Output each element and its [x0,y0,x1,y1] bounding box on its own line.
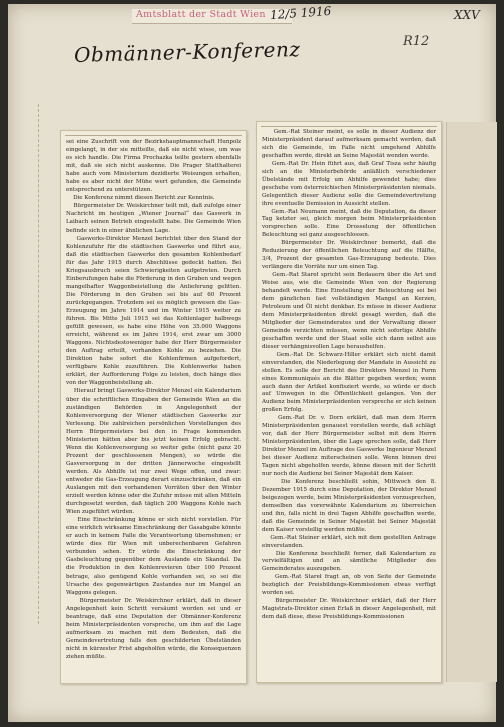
publication-title: Amtsblatt der Stadt Wien [136,9,266,20]
handwritten-title: Obmänner-Konferenz [73,37,301,67]
article-column-right: Gem.-Rat Steiner meint, es solle in dieser Audienz der Ministerpräsident darauf aufmerksam gemacht werden, daß sich die Gemeinde, im Falle nicht umgehend Abhilfe geschaffen werde, direkt an Seine Majestät wenden werde. Gem.-Rat Dr. Hein führt aus, daß Graf Tisza sehr häufig sich an die Ministerbehörde anläßlich verschiedener Übelstände mit Erfolg um Abhilfe gewendet habe; dies geschehe vom österreichischen Ministerpräsidenten niemals. Gelegentlich dieser Audienz solle die Gemeindevertretung ihre eventuelle Demission in Aussicht stellen. Gem.-Rat Neumann meint, daß die Deputation, da dieser Tag ketzter sei, gleich morgen beim Ministerpräsidenten vorsprechen solle. Eine Drosselung der öffentlichen Beleuchtung sei ganz ausgeschlossen. Bürgermeister Dr. Weiskirchner bemerkt, daß die Reduzierung der öffentlichen Beleuchtung auf die Hälfte, 3/4, Prozent der gesamten Gas-Erzeugung bedeute. Dies verlängere die Vorräte nur um einen Tag. Gem.-Rat Stareł spricht sein Bedauern über die Art und Weise aus, wie die Gemeinde Wien von der Regierung behandelt werde. Eine Einstellung der Beleuchtung sei bei dem gänzlichen fast vollständigen Mangel an Kerzen, Petroleum und Öl nicht denkbar. Es müsse in dieser Audienz dem Ministerpräsidenten direkt gesagt werden, daß die Mitglieder der Gemeinderates und der Verwaltung dieser Gemeinde verzichten müssen, wenn nicht sofortige Abhilfe geschaffen werde und der Staat solle sich dann selbst aus dieser verhängnisvollen Lage heraushelfen. Gem.-Rat Dr. Schwarz-Hiller erklärt sich nicht damit einverstanden, die Niederlegung der Mandate in Aussicht zu stellen. Es solle der Bericht des Direktors Menzel in Form eines Kommuniqués an die Blätter gegeben werden; wenn auch dann der Artikel konfisziert werde, so würde er doch auf Umwegen in die Öffentlichkeit gelangen. Von der Audienz beim Ministerpräsidenten verspreche er sich keinen großen Erfolg. Gem.-Rat Dr. v. Dorn erklärt, daß man dem Herrn Ministerpräsidenten genauest vorstellen werde, daß schlägt vor, daß der Herr Bürgermeister selbst mit dem Herrn Ministerpräsidenten, über die Lage sprechen solle, daß Herr Direktor Menzel im Auftrage des Gaswerke Ingenieur Menzel bei dieser Audienz miterscheinen solle. Wenn binnen drei Tagen nicht abgeholfen werde, könne diesen mit der Schritt nur noch die Audienz bei Seiner Majestät dem Kaiser. Die Konferenz beschließt sohin, Mittwoch den 8. Dezember 1915 durch eine Deputation, der Direktor Menzel beigezogen werde, beim Ministerpräsidenten vorzusprechen, demselben das vorerwähnte Kalendarium zu überreichen und ihn, falls nicht in drei Tagen Abhilfe geschaffen werde, daß die Gemeinde in Seiner Majestät bei Seiner Majestät dem Kaiser vorstellig werden müßte. Gem.-Rat Steiner erklärt, sich mit dem gestellten Antrage einverstanden. Die Konferenz beschließt ferner, daß Kalendarium zu vervielfältigen und an sämtliche Mitglieder des Gemeinderates auszugeben. Gem.-Rat Stareł fragt an, ob von Seite der Gemeinde bezüglich der Preisbildungs-Kommissionen etwas verfügt worden sei. Bürgermeister Dr. Weiskirchner erklärt, daß der Herr Magistrats-Direktor einen Erlaß in dieser Angelegenheit, mit dem daß diese, diese Preisbildungs-Kommissionen [262,129,437,621]
newspaper-clipping-right [256,121,442,683]
handwritten-date: 12/5 1916 [269,3,332,23]
article-column-left: sei eine Zuschrift von der Bezirkshauptmannschaft Hunpolz eingelangt, in der sie mitteilte, daß sie nicht wisse, um was es sich handle. Die Firma Prochazka teilte gestern ebenfalls mit, daß sie sich nicht auskenne. Die Prager Statthalterei habe auch vom Ministerium dezidierte Weisungen erhalten, habe es aber nicht der Mühe wert gefunden, die Gemeinde entsprechend zu unterstützen. Die Konferenz nimmt diesen Bericht zur Kenntnis. Bürgermeister Dr. Weiskirchner teilt mit, daß zufolge einer Nachricht im heutigen „Wiener Journal“ das Gaswerk in Laibach seinen Betrieb eingestellt habe. Die Gemeinde Wien befinde sich in einer ähnlichen Lage. Gaswerks-Direktor Menzel berichtet über den Stand der Kohlenzufuhr für die städtischen Gaswerke und führt aus, daß die städtischen Gaswerke den gesamten Kohlenbedarf für das Jahr 1915 durch Abschlüsse gedeckt hatten. Bei Kriegsausbruch seien Schwierigkeiten aufgetreten. Durch Einberufungen habe die Förderung in den Gruben und wegen mangelhafter Waggonbeistellung die Anlieferung gelitten. Die Förderung in den Gruben sei bis auf 60 Prozent zurückgegangen. Trotzdem sei es möglich gewesen die Gas-Erzeugung im Jahre 1914 und im Winter 1915 weiter zu führen. Bis Mitte Juli 1915 sei das Kohlenlager halbwegs gefüllt gewesen, es habe eine Höhe von 35.000 Waggons erreicht, während es im Jahre 1914, erst zwar um 3000 Waggons. Nichtsdestoweniger habe der Herr Bürgermeister den Auftrag erteilt, vorhanden Kohle zu beziehen. Die Direktion habe sofort die Kohlenfirmen aufgefordert, verfügbare Kohle zuzuführen. Die Kohlenwerke haben erklärt, der Aufforderung Folge zu leisten, doch hänge dies von der Waggonbeistellung ab. Hierauf bringt Gaswerks-Direktor Menzel ein Kalendarium über die schriftlichen Eingaben der Gemeinde Wien an die zuständigen Behörden in Angelegenheit der Kohlenversorgung der Wiener städtischen Gaswerke zur Verlesung. Die zahlreichen persönlichen Vorstellungen des Herrn Bürgermeisters bei den in Frage kommenden Ministerien hätten aber bis jetzt keinen Erfolg gebracht. Wenn die Kohlenversorgung so weiter gehe (nicht ganz 20 Prozent der geschlossenen Mengen), so würde die Gasversorgung in der dritten Jännerwoche eingestellt werden. Als Abhilfe ist nur zwei Wege offen, und zwar: entweder die Gas-Erzeugung derart einzuschränken, daß ein Auslangen mit den vorhandenen Vorräten über den Winter erzielt werden könne oder die Zufuhr müsse mit allen Mitteln durchgesetzt werden, daß täglich 200 Waggons Kohle nach Wien zugeführt würden. Eine Einschränkung könne er sich nicht vorstellen. Für eine wirklich wirksame Einschränkung der Gasabgabe könnte er auch in keinem Falle die Verantwortung übernehmen; er würde dies für Wien mit unberechenbaren Gefahren verbunden sehen. Er würde die Einschränkung der Gasbeleuchtung gegenüber dem Auslande ein Skandal. Da die Produktion in den Kohlenrevieren über 100 Prozent betrage, also genügend Kohle vorhanden sei, so sei die Ursache des gegenwärtigen Zustandes nur im Mangel an Waggons gelegen. Bürgermeister Dr. Weiskirchner erklärt, daß in dieser Angelegenheit kein Schritt versäumt worden sei und er beantrage, daß eine Deputation der Obmänner-Konferenz beim Ministerpräsidenten vorspreche, um ihm auf die Lage aufmerksam zu machen mit dem Bedeuten, daß die Gemeindevertretung falls den geschilderten Übelständen nicht in kürzester Frist abgeholfen würde, die Konsequenzen ziehen müßte. [66,139,242,660]
archive-sheet [8,4,496,722]
margin-annotation: R12 [403,34,430,49]
page-number: XXV [454,8,480,22]
column-rule [261,126,437,127]
newspaper-clipping-left [60,130,247,684]
margin-strip [446,122,497,682]
pencil-line [38,104,40,624]
column-rule [65,135,242,136]
